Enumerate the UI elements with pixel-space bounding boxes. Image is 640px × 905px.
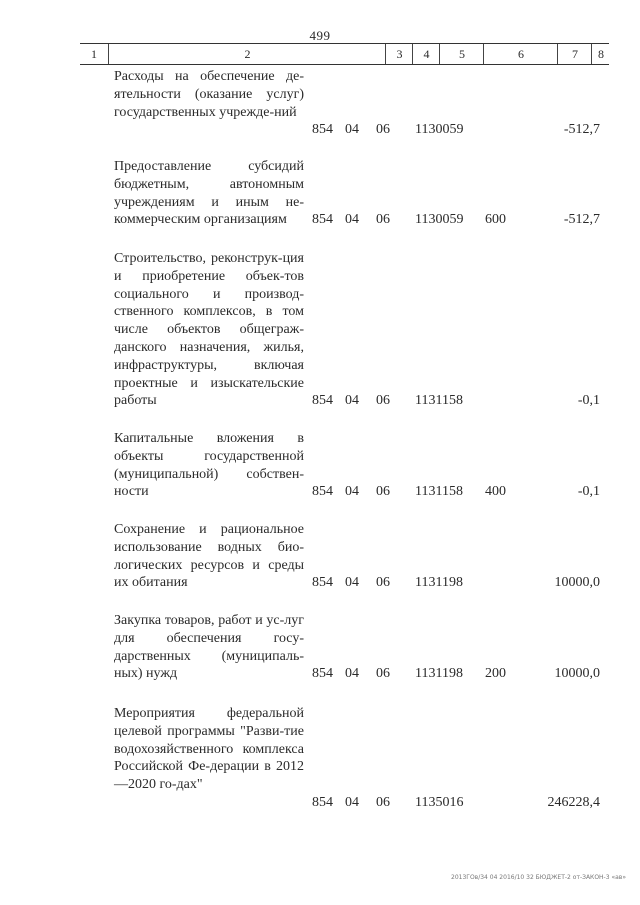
row-description: Капитальные вложения в объекты государственной (муниципальной) собствен-ности [114,431,304,500]
row-description: Предоставление субсидий бюджетным, автономным учреждениям и иным не-коммерческим организациям [114,159,304,228]
row-col-6: 1131198 [415,575,463,590]
table-header [80,43,609,65]
header-col-8: 8 [591,44,610,64]
row-col-7: 200 [485,666,506,681]
row-col-4: 04 [345,122,359,137]
row-col-5: 06 [376,575,390,590]
row-col-8: 10000,0 [554,666,600,681]
row-col-3: 854 [312,393,333,408]
row-col-3: 854 [312,575,333,590]
row-description: Строительство, реконструк-ция и приобретение объек-тов социального и производ-ственного комплексов, в том числе объектов общеграж-данского назначения, жилья, инфраструктуры, включая проектные и изыскательские работы [114,251,304,409]
row-col-8: 10000,0 [554,575,600,590]
page-number: 499 [309,28,331,43]
row-col-5: 06 [376,212,390,227]
header-col-1: 1 [91,47,97,61]
row-col-7: 600 [485,212,506,227]
row-col-6: 1130059 [415,212,464,227]
row-col-4: 04 [345,666,359,681]
header-col-2: 2 [108,44,386,64]
row-col-3: 854 [312,212,333,227]
row-col-3: 854 [312,122,333,137]
header-col-6: 6 [483,44,558,64]
row-col-4: 04 [345,795,359,810]
header-col-5: 5 [439,44,484,64]
row-col-8: 246228,4 [547,795,600,810]
row-col-7: 400 [485,484,506,499]
row-col-3: 854 [312,666,333,681]
row-col-6: 1130059 [415,122,464,137]
row-col-3: 854 [312,795,333,810]
row-col-8: -512,7 [563,212,600,227]
row-col-5: 06 [376,795,390,810]
row-col-4: 04 [345,393,359,408]
header-col-4: 4 [412,44,440,64]
row-col-6: 1131158 [415,393,463,408]
row-col-4: 04 [345,212,359,227]
row-description: Мероприятия федеральной целевой программы "Разви-тие водохозяйственного комплекса Российской Фе-дерации в 2012—2020 го-дах" [114,706,304,793]
row-col-8: -512,7 [563,122,600,137]
row-col-5: 06 [376,666,390,681]
row-description: Расходы на обеспечение де-ятельности (оказание услуг) государственных учрежде-ний [114,69,304,120]
row-col-6: 1135016 [415,795,464,810]
row-col-4: 04 [345,575,359,590]
row-description: Закупка товаров, работ и ус-луг для обеспечения госу-дарственных (муниципаль-ных) нужд [114,613,304,682]
row-col-5: 06 [376,393,390,408]
row-col-8: -0,1 [577,484,600,499]
row-col-3: 854 [312,484,333,499]
row-col-5: 06 [376,122,390,137]
header-col-3: 3 [385,44,413,64]
row-col-6: 1131158 [415,484,463,499]
header-col-7: 7 [557,44,592,64]
row-col-5: 06 [376,484,390,499]
row-col-6: 1131198 [415,666,463,681]
row-col-8: -0,1 [577,393,600,408]
row-col-4: 04 [345,484,359,499]
footer-document-code: 2013ГОв/34 04 2016/10 32 БЮДЖЕТ-2 от-ЗАКОН-3 «ав» [451,874,626,881]
row-description: Сохранение и рациональное использование водных био-логических ресурсов и среды их обитания [114,522,304,591]
